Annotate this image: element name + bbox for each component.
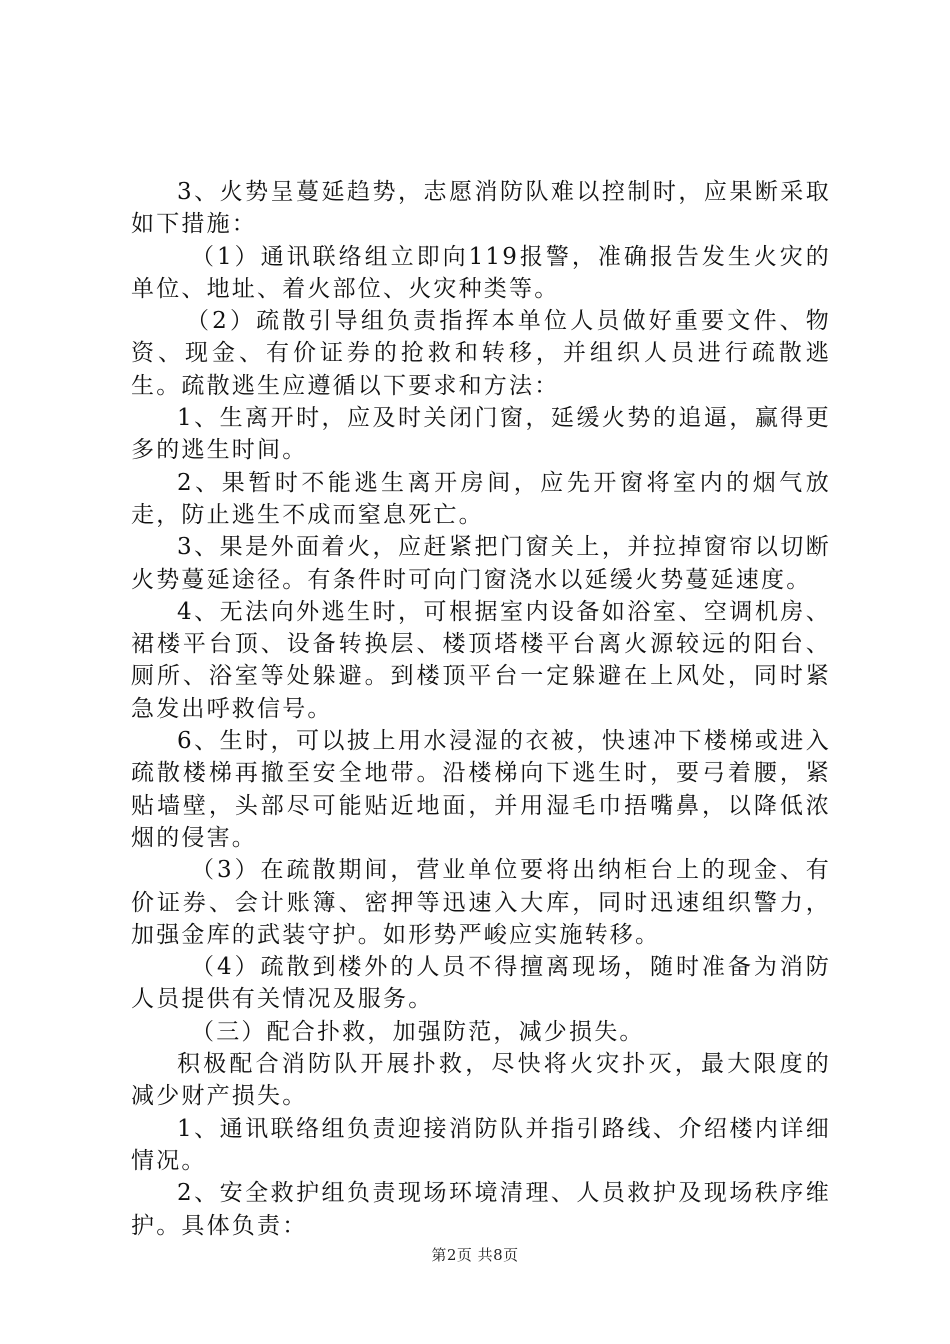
page-footer xyxy=(0,1244,950,1265)
paragraph: （3）在疏散期间，营业单位要将出纳柜台上的现金、有价证券、会计账簿、密押等迅速入大库，同时迅速组织警力，加强金库的武装守护。如形势严峻应实施转移。 xyxy=(131,857,831,948)
paragraph: 6、生时，可以披上用水浸湿的衣被，快速冲下楼梯或进入疏散楼梯再撤至安全地带。沿楼梯向下逃生时，要弓着腰，紧贴墙壁，头部尽可能贴近地面，并用湿毛巾捂嘴鼻，以降低浓烟的侵害。 xyxy=(131,728,831,851)
paragraph: 1、生离开时，应及时关闭门窗，延缓火势的追逼，赢得更多的逃生时间。 xyxy=(131,405,831,464)
paragraph: （4）疏散到楼外的人员不得擅离现场，随时准备为消防人员提供有关情况及服务。 xyxy=(131,954,831,1013)
page-number: 第2页 共8页 xyxy=(431,1246,519,1264)
paragraph: 3、果是外面着火，应赶紧把门窗关上，并拉掉窗帘以切断火势蔓延途径。有条件时可向门窗浇水以延缓火势蔓延速度。 xyxy=(131,534,831,593)
paragraph: 2、果暂时不能逃生离开房间，应先开窗将室内的烟气放走，防止逃生不成而窒息死亡。 xyxy=(131,469,831,528)
paragraph: 积极配合消防队开展扑救，尽快将火灾扑灭，最大限度的减少财产损失。 xyxy=(131,1051,831,1110)
paragraph: 4、无法向外逃生时，可根据室内设备如浴室、空调机房、裙楼平台顶、设备转换层、楼顶塔楼平台离火源较远的阳台、厕所、浴室等处躲避。到楼顶平台一定躲避在上风处，同时紧急发出呼救信号。 xyxy=(131,598,831,722)
section-heading: （三）配合扑救，加强防范，减少损失。 xyxy=(191,1018,645,1045)
paragraph: 3、火势呈蔓延趋势，志愿消防队难以控制时，应果断采取如下措施： xyxy=(131,179,831,238)
paragraph: 2、安全救护组负责现场环境清理、人员救护及现场秩序维护。具体负责： xyxy=(131,1180,831,1239)
document-body xyxy=(131,176,831,1242)
paragraph: （1）通讯联络组立即向119报警，准确报告发生火灾的单位、地址、着火部位、火灾种类等。 xyxy=(131,243,831,302)
paragraph: 1、通讯联络组负责迎接消防队并指引路线、介绍楼内详细情况。 xyxy=(131,1115,831,1174)
paragraph: （2）疏散引导组负责指挥本单位人员做好重要文件、物资、现金、有价证券的抢救和转移，并组织人员进行疏散逃生。疏散逃生应遵循以下要求和方法： xyxy=(131,308,831,399)
